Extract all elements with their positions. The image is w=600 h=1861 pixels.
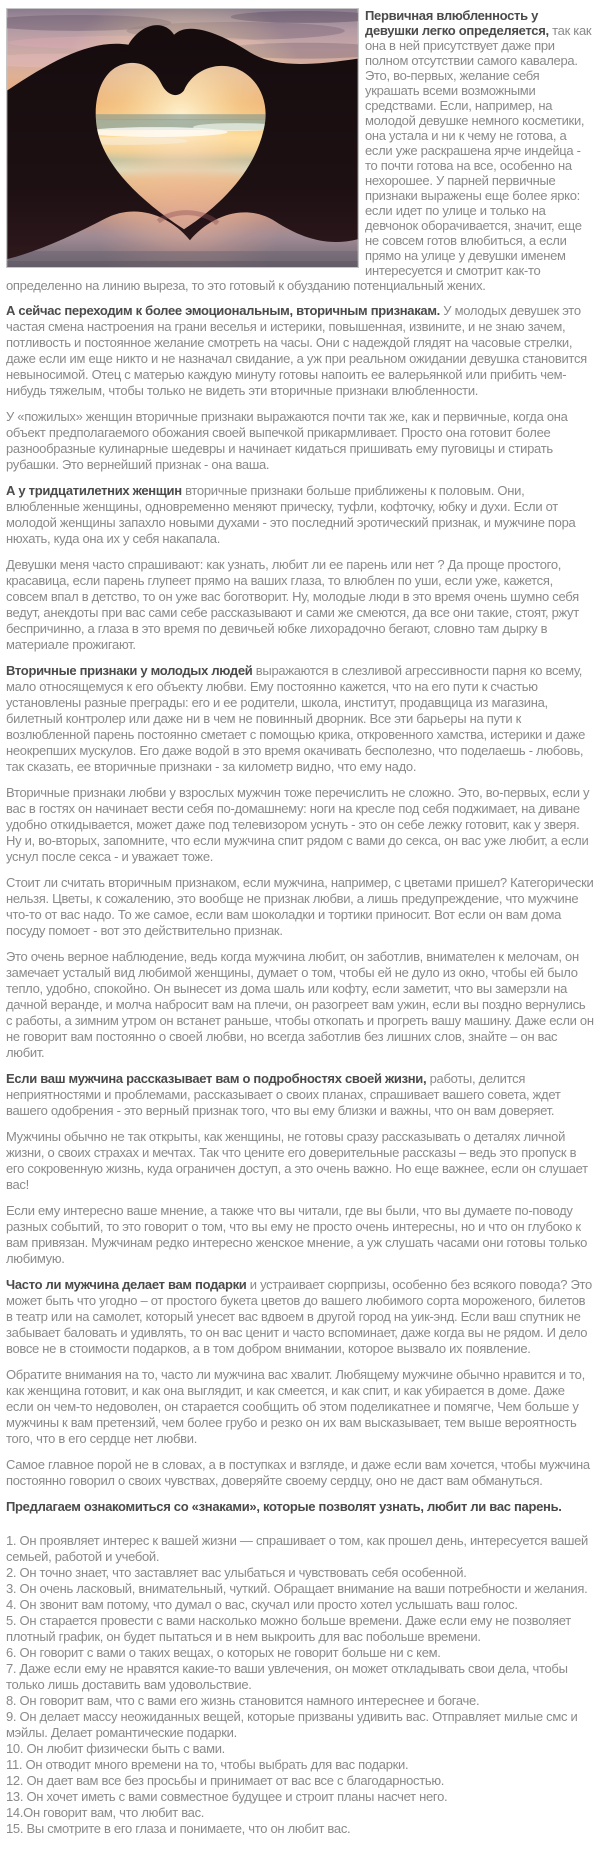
paragraph-text: Самое главное порой не в словах, а в поступках и взгляде, и даже если вам хочется, чтобы мужчина постоянно говорил о своих чувствах, доверяйте своему сердцу, оно не даст вам обмануться. xyxy=(6,1457,590,1488)
paragraph-text: Если ему интересно ваше мнение, а также что вы читали, где вы были, что вы думаете по-поводу разных событий, то это говорит о том, что вы ему не просто очень интересны, но и что он глубоко к вам привязан. Мужчинам редко интересно женское мнение, а уж слушать часами они готовы только любимую. xyxy=(6,1203,588,1266)
paragraph-text: Обратите внимания на то, часто ли мужчина вас хвалит. Любящему мужчине обычно нравится и то, как женщина готовит, и как она выглядит, и как смеется, и как спит, и как убирается в доме. Даже если он чем-то недоволен, он старается сообщить об этом поделикатнее и помягче, Чем больше у мужчины к вам претензий, чем более грубо и резко он их вам высказывает, тем выше вероятность того, что в его сердце нет любви. xyxy=(6,1367,585,1446)
list-item: 4. Он звонит вам потому, что думал о вас, скучал или просто хотел услышать ваш голос. xyxy=(6,1597,518,1612)
paragraph-text: Стоит ли считать вторичным признаком, если мужчина, например, с цветами пришел? Категорически нельзя. Цветы, к сожалению, это вообще не признак любви, а лишь предупреждение, что мужчине что-то от вас надо. То же самое, если вам шоколадки и тортики приносит. Вот если он вам дома посуду помоет - вот это действительно признак. xyxy=(6,875,594,938)
list-item: 3. Он очень ласковый, внимательный, чуткий. Обращает внимание на ваши потребности и желания. xyxy=(6,1581,588,1596)
paragraph-lead: А у тридцатилетних женщин xyxy=(6,483,182,498)
list-item: 13. Он хочет иметь с вами совместное будущее и строит планы насчет него. xyxy=(6,1789,448,1804)
paragraph-text: У «пожилых» женщин вторичные признаки выражаются почти так же, как и первичные, когда она объект предполагаемого обожания своей выпечкой прикармливает. Просто она готовит более разнообразные кулинарные шедевры и начинает кидаться пришивать ему пуговицы и стирать рубашки. Это вернейший признак - она ваша. xyxy=(6,409,568,472)
paragraph xyxy=(6,1203,594,1267)
list-item: 8. Он говорит вам, что с вами его жизнь становится намного интереснее и богаче. xyxy=(6,1693,480,1708)
list-item: 7. Даже если ему не нравятся какие-то ваши увлечения, он может откладывать свои дела, чтобы только лишь доставить вам удовольствие. xyxy=(6,1661,568,1692)
paragraph xyxy=(6,875,594,939)
list-item: 14.Он говорит вам, что любит вас. xyxy=(6,1805,205,1820)
paragraph-text: выражаются в слезливой агрессивности парня ко всему, мало относящемуся к его объекту любви. Ему постоянно кажется, что на его пути к счастью установлены разные преграды: его и ее родители, школа, институт, продавщица из магазина, билетный контролер или даже ни в чем не повинный дворник. Все эти барьеры на пути к возлюбленной парень постоянно сметает с помощью крика, откровенного хамства, истерики и даже неокрепших мускулов. Его даже водой в это время окачивать бесполезно, что поделаешь - любовь, так сказать, ее вторичные признаки - за километр видно, что ему надо. xyxy=(6,663,586,774)
paragraph xyxy=(6,785,594,865)
signs-heading: Предлагаем ознакомиться со «знаками», которые позволят узнать, любит ли вас парень. xyxy=(6,1499,562,1514)
paragraph xyxy=(6,409,594,473)
list-item: 11. Он отводит много времени на то, чтобы выбрать для вас подарки. xyxy=(6,1757,409,1772)
paragraph xyxy=(6,1367,594,1447)
list-item: 6. Он говорит с вами о таких вещах, о которых не говорит больше ни с кем. xyxy=(6,1645,441,1660)
list-item: 5. Он старается провести с вами насколько можно больше времени. Даже если ему не позволяет плотный график, он будет пытаться и в нем выкроить для вас побольше времени. xyxy=(6,1613,571,1644)
paragraph xyxy=(6,483,594,547)
signs-list xyxy=(6,1533,594,1837)
list-item: 15. Вы смотрите в его глаза и понимаете, что он любит вас. xyxy=(6,1821,351,1836)
sunset-heart-image xyxy=(7,9,358,267)
list-item: 2. Он точно знает, что заставляет вас улыбаться и чувствовать себя особенной. xyxy=(6,1565,467,1580)
paragraph-text: Вторичные признаки любви у взрослых мужчин тоже перечислить не сложно. Это, во-первых, если у вас в гостях он начинает вести себя по-домашнему: ноги на кресле под себя поджимает, на диване удобно откидывается, может даже под телевизором уснуть - это он себе лежку готовит, как у зверя. Ну и, во-вторых, запомните, что если мужчина спит рядом с вами до секса, он вас уже любит, а если уснул после секса - и уважает тоже. xyxy=(6,785,590,864)
paragraph xyxy=(6,303,594,399)
list-item: 1. Он проявляет интерес к вашей жизни — спрашивает о том, как прошел день, интересуется вашей семьей, работой и учебой. xyxy=(6,1533,589,1564)
paragraph-lead: Часто ли мужчина делает вам подарки xyxy=(6,1277,247,1292)
paragraph-lead: Первичная влюбленность у девушки легко определяется, xyxy=(365,8,549,38)
paragraph-text: так как она в ней присутствует даже при полном отсутствии самого кавалера. Это, во-первых, желание себя украшать всеми возможными средствами. Если, например, на молодой девушке немного косметики, она устала и ни к чему не готова, а если уже раскрашена ярче индейца - то почти готова на все, особенно на нехорошее. У парней первичные признаки выражены еще более ярко: если идет по улице и только на девчонок оборачивается, значит, еще не совсем готов влюбиться, а если прямо на улице у девушки именем интересуется и смотрит как-то определенно на линию выреза, то это готовый к обузданию потенциальный жених. xyxy=(6,23,592,293)
paragraph xyxy=(6,663,594,775)
paragraph-text: и устраивает сюрпризы, особенно без всякого повода? Это может быть что угодно – от простого букета цветов до вашего любимого сорта мороженого, билетов в театр или на самолет, который унесет вас вдвоем в другой город на уик-энд. Если ваш спутник не забывает баловать и удивлять, то он вас ценит и часто вспоминает, даже когда вы не рядом. И дело вовсе не в стоимости подарков, а в том добром внимании, которое вызвало их появление. xyxy=(6,1277,592,1356)
paragraph xyxy=(6,949,594,1061)
paragraph-text: вторичные признаки больше приближены к половым. Они, влюбленные женщины, одновременно меняют прическу, туфли, кофточку, юбку и духи. Если от молодой женщины запахло новыми духами - это последний эротический признак, и мужчине пора нюхать, куда она их у себя накапала. xyxy=(6,483,576,546)
hands-heart-sunset-photo xyxy=(6,8,359,268)
paragraph-lead: А сейчас переходим к более эмоциональным, вторичным признакам. xyxy=(6,303,440,318)
paragraph-text: Девушки меня часто спрашивают: как узнать, любит ли ее парень или нет ? Да проще простого, красавица, если парень глупеет прямо на ваших глаза, то влюблен по уши, если уже, кажется, совсем впал в детство, то он уже вас боготворит. Ну, молодые люди в это время очень шумно себя ведут, анекдоты при вас сами себе рассказывают и сами же смеются, да все они такие, стоят, ржут беспричинно, а глаза в это время по девичьей юбке лихорадочно бегают, словно там дырку в материале прожигают. xyxy=(6,557,579,652)
paragraph-lead: Вторичные признаки у молодых людей xyxy=(6,663,253,678)
paragraph-text: Мужчины обычно не так открыты, как женщины, не готовы сразу рассказывать о деталях личной жизни, о своих страхах и мечтах. Так что цените его доверительные рассказы – ведь это пропуск в его сокровенную жизнь, куда ограничен доступ, а это очень важно. Но еще важнее, если он слушает вас! xyxy=(6,1129,588,1192)
paragraph-lead: Если ваш мужчина рассказывает вам о подробностях своей жизни, xyxy=(6,1071,427,1086)
paragraph xyxy=(6,1457,594,1489)
paragraph xyxy=(6,1277,594,1357)
list-item: 9. Он делает массу неожиданных вещей, которые призваны удивить вас. Отправляет милые смс и мэйлы. Делает романтические подарки. xyxy=(6,1709,578,1740)
list-item: 10. Он любит физически быть с вами. xyxy=(6,1741,225,1756)
paragraph-text: работы, делится неприятностями и проблемами, рассказывает о своих планах, спрашивает вашего совета, ждет вашего одобрения - это верный признак того, что вы ему близки и важны, что он вам доверяет. xyxy=(6,1071,561,1118)
paragraph xyxy=(6,557,594,653)
list-item: 12. Он дает вам все без просьбы и принимает от вас все с благодарностью. xyxy=(6,1773,445,1788)
paragraph xyxy=(6,1071,594,1119)
paragraph xyxy=(6,1129,594,1193)
paragraph-text: Это очень верное наблюдение, ведь когда мужчина любит, он заботлив, внимателен к мелочам, он замечает усталый вид любимой женщины, думает о том, чтобы ей не дуло из окно, чтобы ей было тепло, удобно, спокойно. Он вынесет из дома шаль или кофту, если заметит, что вы замерзли на дачной веранде, и молча набросит вам на плечи, он разогреет вам ужин, если вы поздно вернулись с работы, а зимним утром он встанет раньше, чтобы откопать и прогреть вашу машину. Даже если он не говорит вам постоянно о своей любви, но всегда заботлив без лишних слов, знайте – он вас любит. xyxy=(6,949,594,1060)
paragraph-text: У молодых девушек это частая смена настроения на грани веселья и истерики, повышенная, извините, и не знаю зачем, потливость и постоянное желание смотреть на часы. Они с надеждой глядят на часовые стрелки, даже если им еще никто и не назначал свидание, а уж при реальном ожидании девушка становится невыносимой. Отец с матерью каждую минуту готовы напоить ее валерьянкой или прибить чем-нибудь тяжелым, чтобы только не видеть эти вторичные признаки влюбленности. xyxy=(6,303,587,398)
